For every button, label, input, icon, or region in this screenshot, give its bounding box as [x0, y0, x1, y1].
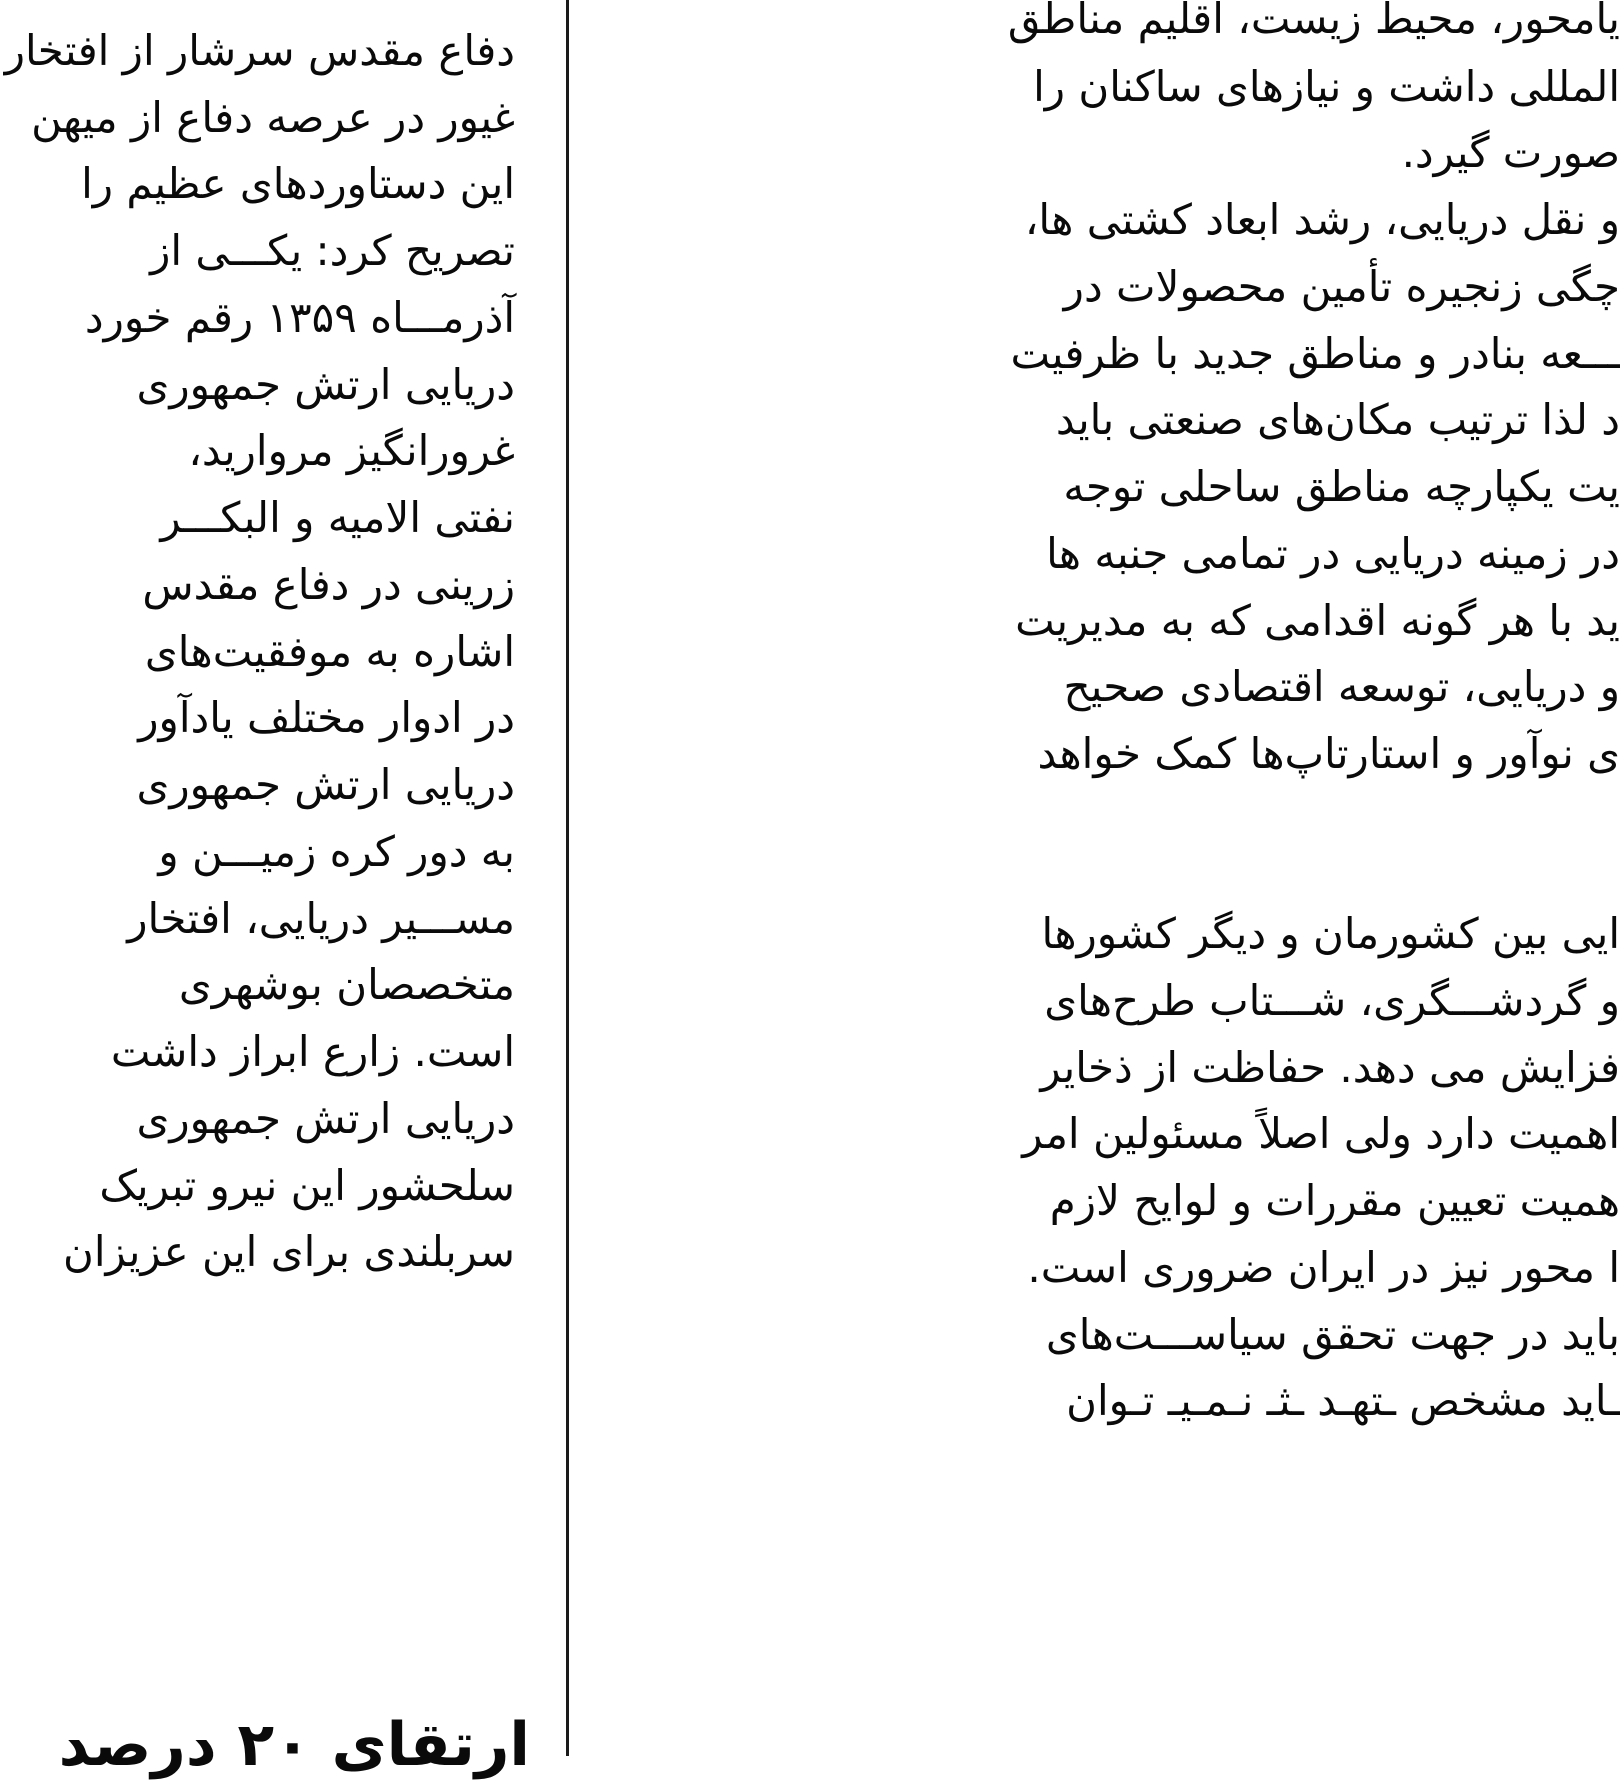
text-line: سلحشور این نیرو تبریک [99, 1161, 515, 1210]
text-line: زرینی در دفاع مقدس [142, 560, 515, 609]
text-line: آذرمـــاه ۱۳۵۹ رقم خورد [84, 293, 515, 342]
text-line: المللی داشت و نیازهای ساکنان را [1033, 62, 1620, 111]
text-line: ی نوآور و استارتاپ‌ها کمک خواهد [1037, 729, 1620, 778]
text-line: به دور کره زمیـــن و [158, 827, 515, 876]
text-line: این دستاوردهای عظیم را [81, 159, 515, 208]
text-line: و دریایی، توسعه اقتصادی صحیح [1063, 662, 1620, 711]
text-line: همیت تعیین مقررات و لوایح لازم [1049, 1176, 1620, 1225]
text-line: ایی بین کشورمان و دیگر کشورها [1041, 909, 1620, 958]
text-line: تصریح کرد: یکـــی از [150, 226, 515, 275]
text-line: یامحور، محیط زیست، اقلیم مناطق [1007, 0, 1620, 43]
text-line: غرورانگیز مروارید، [188, 426, 515, 475]
text-line: د لذا ترتیب مکان‌های صنعتی باید [1055, 395, 1620, 444]
text-line: ا محور نیز در ایران ضروری است. [1027, 1243, 1620, 1292]
text-line: صورت گیرد. [1401, 128, 1620, 177]
text-line: سربلندی برای این عزیزان [63, 1227, 515, 1276]
text-line: مســـیر دریایی، افتخار [127, 894, 515, 943]
text-line: فزایش می دهد. حفاظت از ذخایر [1040, 1043, 1620, 1092]
section-headline: ارتقای ۲۰ درصد [58, 1710, 530, 1780]
text-line: ـــعه بنادر و مناطق جدید با ظرفیت [1010, 329, 1620, 378]
text-line: چگی زنجیره تأمین محصولات در [1063, 262, 1620, 311]
text-line: متخصصان بوشهری [178, 960, 515, 1009]
right-article-column [580, 0, 1620, 1756]
text-line: است. زارع ابراز داشت [110, 1027, 515, 1076]
text-line: دریایی ارتش جمهوری [136, 760, 515, 809]
text-line: ـاید مشخص ـتهـد ـثـ نـمـیـ تـوان [1066, 1376, 1620, 1425]
text-line: در ادوار مختلف یادآور [138, 693, 515, 742]
text-line: و نقل دریایی، رشد ابعاد کشتی ها، [1024, 195, 1620, 244]
left-article-column [0, 0, 530, 1780]
text-line: ید با هر گونه اقدامی که به مدیریت [1015, 596, 1620, 645]
text-line: باید در جهت تحقق سیاســـت‌های [1045, 1310, 1620, 1359]
text-line: و گردشـــگری، شـــتاب طرح‌های [1044, 976, 1620, 1025]
text-line: اهمیت دارد ولی اصلاً مسئولین امر [1022, 1109, 1620, 1158]
text-line: در زمینه دریایی در تمامی جنبه ها [1046, 529, 1620, 578]
text-line: یت یکپارچه مناطق ساحلی توجه [1063, 462, 1620, 511]
text-line: اشاره به موفقیت‌های [144, 627, 515, 676]
text-line: غیور در عرصه دفاع از میهن [31, 93, 515, 142]
text-line: دریایی ارتش جمهوری [136, 360, 515, 409]
text-line: دریایی ارتش جمهوری [136, 1094, 515, 1143]
column-divider [566, 0, 569, 1756]
text-line: نفتی الامیه و البکـــر [160, 493, 515, 542]
text-line: دفاع مقدس سرشار از افتخار [4, 26, 515, 75]
